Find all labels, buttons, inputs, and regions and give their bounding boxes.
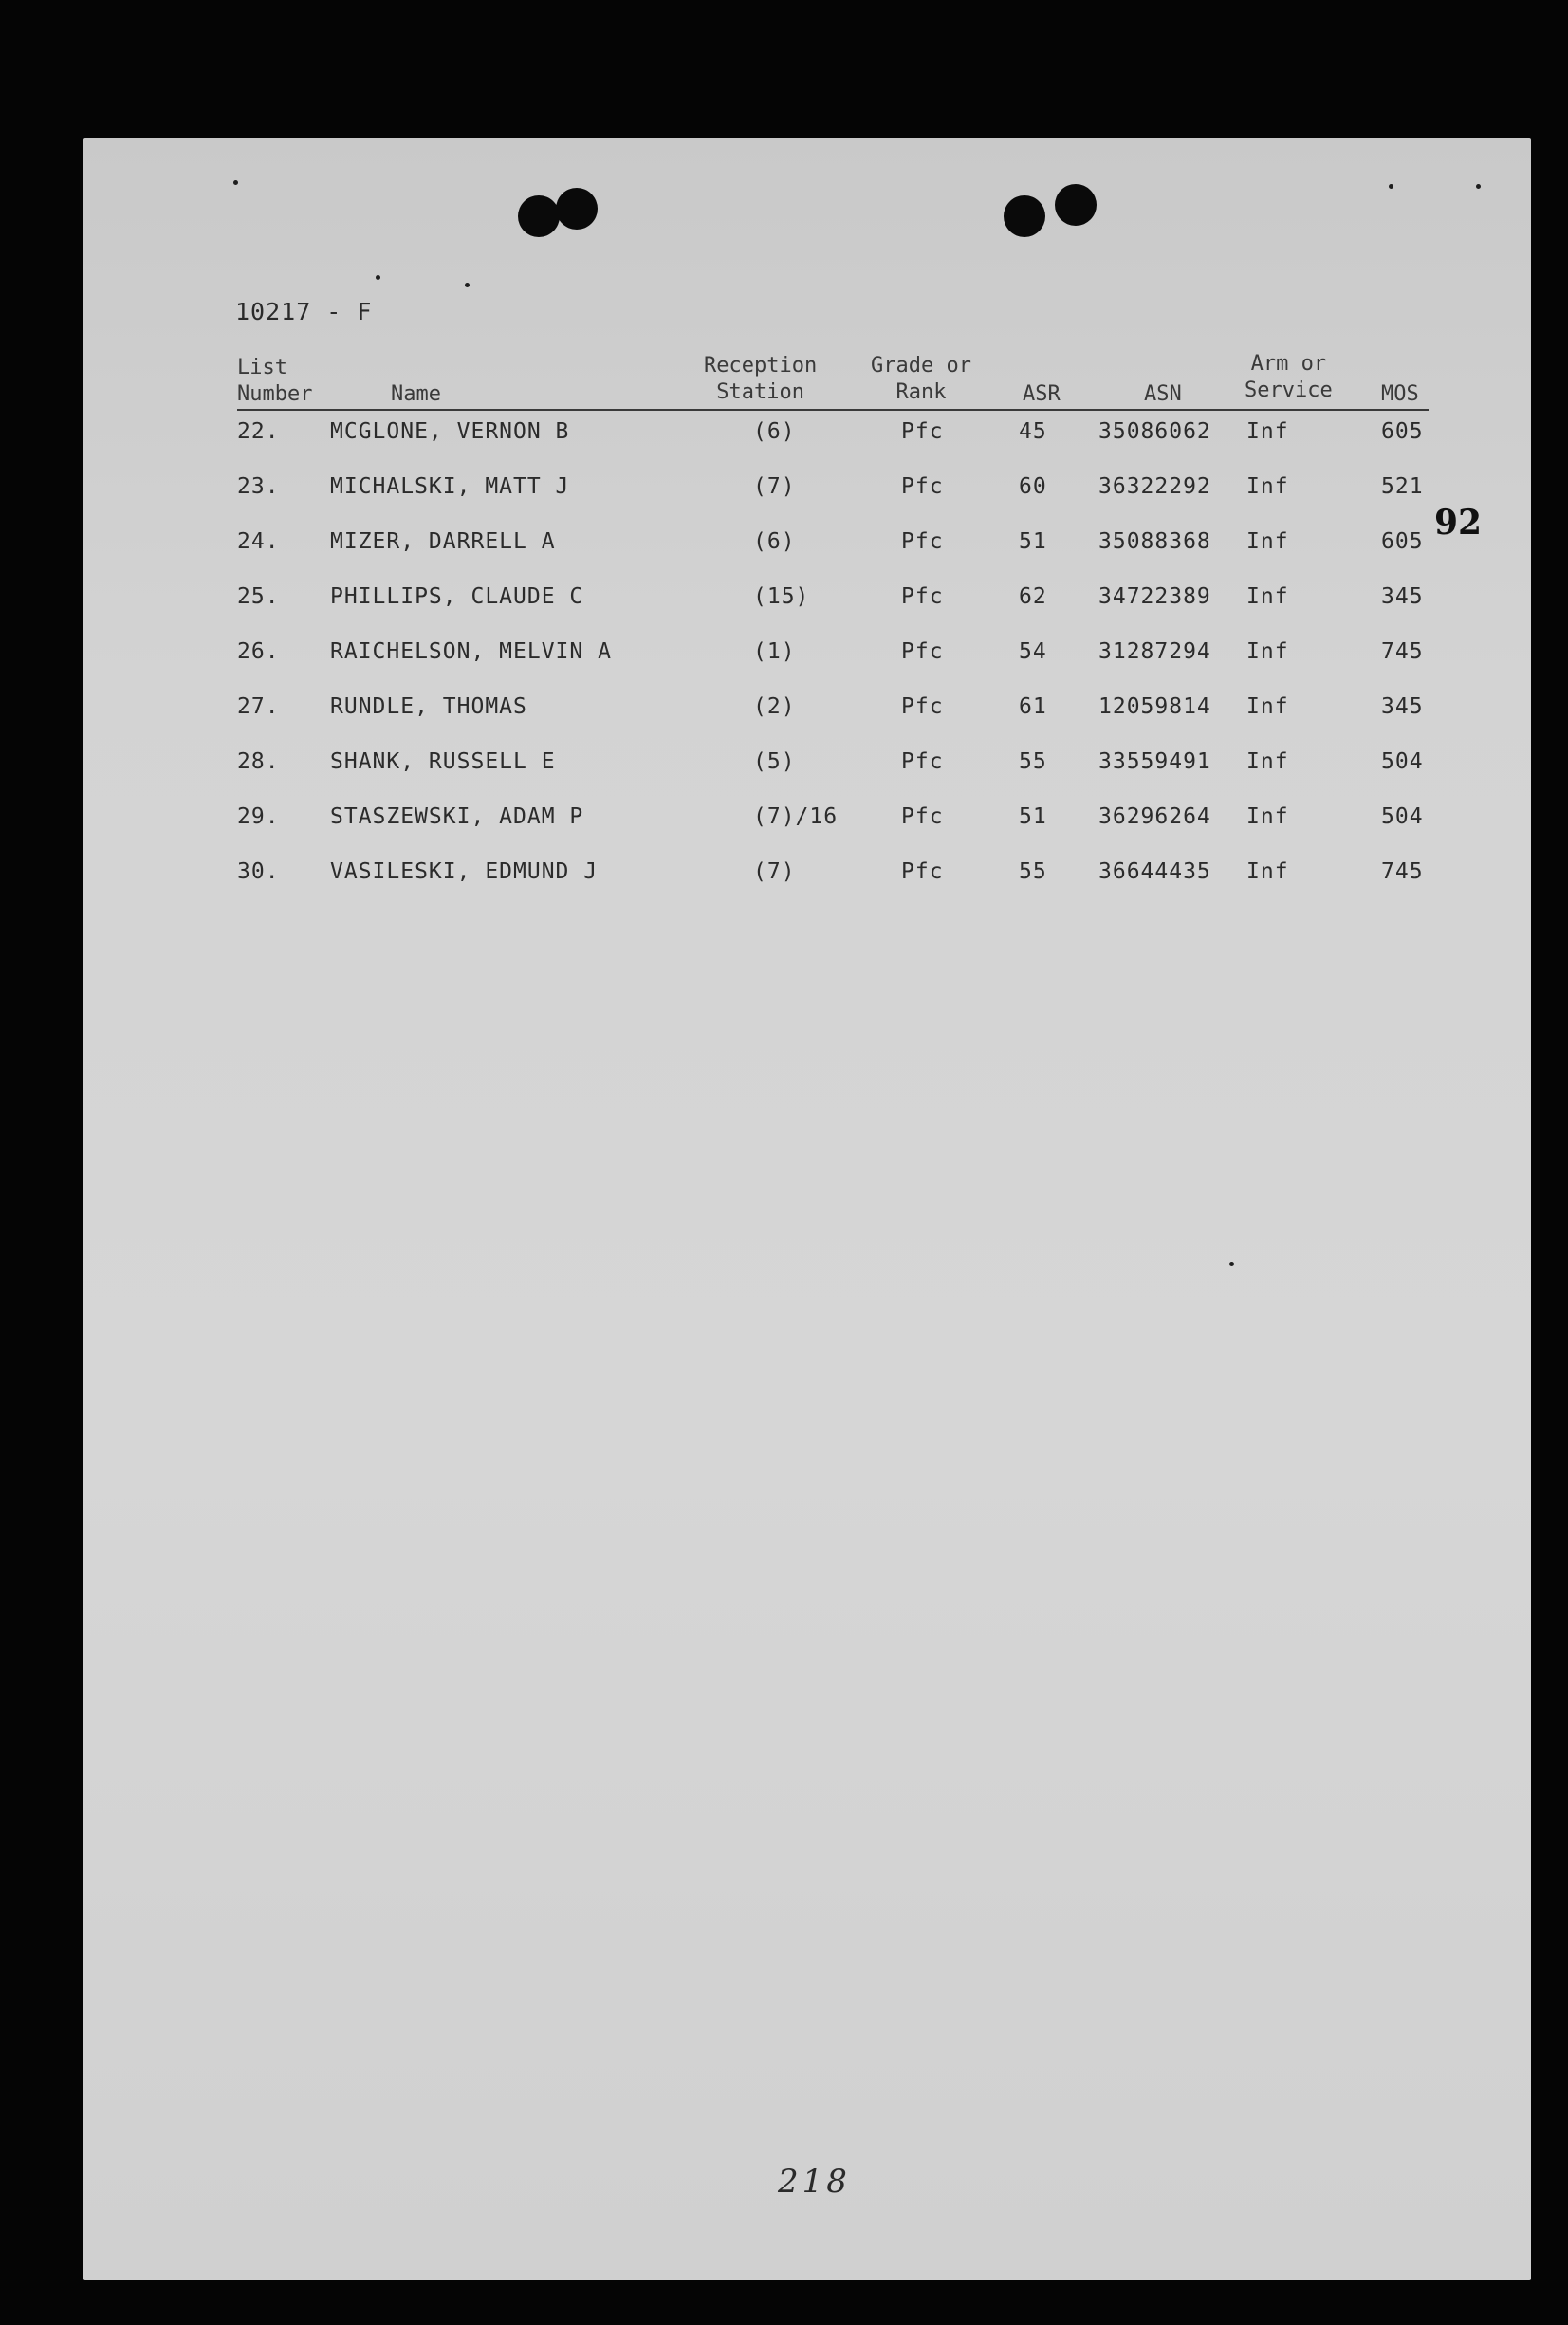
grade: Pfc (901, 859, 944, 884)
grade: Pfc (901, 529, 944, 554)
list-number: 29. (237, 804, 280, 829)
asn: 31287294 (1098, 639, 1211, 664)
paper-speck (1476, 184, 1481, 189)
header-list-number: List Number (237, 356, 313, 406)
table-row (0, 859, 1568, 897)
soldier-name: RUNDLE, THOMAS (330, 694, 527, 719)
header-asr: ASR (1023, 382, 1061, 406)
table-row (0, 474, 1568, 512)
reception-station: (7) (753, 474, 796, 499)
soldier-name: SHANK, RUSSELL E (330, 749, 556, 774)
reception-station: (7)/16 (753, 804, 839, 829)
table-row (0, 694, 1568, 732)
header-mos: MOS (1381, 382, 1419, 406)
header-arm-or-service: Arm or Service (1245, 352, 1333, 402)
punch-hole (556, 188, 598, 230)
asr: 55 (1019, 859, 1047, 884)
asn: 35086062 (1098, 419, 1211, 444)
asn: 33559491 (1098, 749, 1211, 774)
reception-station: (7) (753, 859, 796, 884)
asn: 34722389 (1098, 584, 1211, 609)
list-number: 25. (237, 584, 280, 609)
reception-station: (5) (753, 749, 796, 774)
arm-or-service: Inf (1246, 639, 1289, 664)
grade: Pfc (901, 639, 944, 664)
list-number: 30. (237, 859, 280, 884)
mos: 504 (1381, 804, 1424, 829)
mos: 745 (1381, 639, 1424, 664)
asr: 55 (1019, 749, 1047, 774)
reception-station: (2) (753, 694, 796, 719)
list-number: 23. (237, 474, 280, 499)
grade: Pfc (901, 419, 944, 444)
arm-or-service: Inf (1246, 419, 1289, 444)
paper-speck (233, 180, 238, 185)
table-row (0, 749, 1568, 787)
handwritten-note: 218 (778, 2163, 851, 2201)
table-row (0, 804, 1568, 842)
list-number: 22. (237, 419, 280, 444)
document-id: 10217 - F (235, 298, 373, 325)
mos: 504 (1381, 749, 1424, 774)
list-number: 26. (237, 639, 280, 664)
document-page (83, 138, 1531, 2280)
arm-or-service: Inf (1246, 694, 1289, 719)
arm-or-service: Inf (1246, 749, 1289, 774)
soldier-name: MCGLONE, VERNON B (330, 419, 570, 444)
arm-or-service: Inf (1246, 529, 1289, 554)
asr: 51 (1019, 529, 1047, 554)
header-name: Name (391, 382, 441, 406)
reception-station: (1) (753, 639, 796, 664)
asn: 35088368 (1098, 529, 1211, 554)
mos: 605 (1381, 419, 1424, 444)
asn: 36322292 (1098, 474, 1211, 499)
asn: 36296264 (1098, 804, 1211, 829)
asn: 12059814 (1098, 694, 1211, 719)
mos: 345 (1381, 694, 1424, 719)
mos: 521 (1381, 474, 1424, 499)
table-row (0, 639, 1568, 677)
grade: Pfc (901, 749, 944, 774)
soldier-name: VASILESKI, EDMUND J (330, 859, 599, 884)
punch-hole (518, 195, 560, 237)
paper-speck (465, 283, 470, 287)
list-number: 28. (237, 749, 280, 774)
table-row (0, 419, 1568, 457)
mos: 745 (1381, 859, 1424, 884)
grade: Pfc (901, 474, 944, 499)
paper-speck (1389, 184, 1393, 189)
asr: 62 (1019, 584, 1047, 609)
reception-station: (6) (753, 529, 796, 554)
reception-station: (6) (753, 419, 796, 444)
header-asn: ASN (1144, 382, 1182, 406)
table-row (0, 529, 1568, 567)
header-reception-station: Reception Station (704, 354, 818, 404)
soldier-name: MICHALSKI, MATT J (330, 474, 570, 499)
paper-speck (376, 275, 380, 280)
header-grade-or-rank: Grade or Rank (871, 354, 971, 404)
asr: 45 (1019, 419, 1047, 444)
arm-or-service: Inf (1246, 804, 1289, 829)
table-row (0, 584, 1568, 622)
mos: 605 (1381, 529, 1424, 554)
header-underline (237, 409, 1429, 411)
list-number: 24. (237, 529, 280, 554)
soldier-name: PHILLIPS, CLAUDE C (330, 584, 584, 609)
arm-or-service: Inf (1246, 474, 1289, 499)
asr: 61 (1019, 694, 1047, 719)
punch-hole (1055, 184, 1097, 226)
asr: 54 (1019, 639, 1047, 664)
mos: 345 (1381, 584, 1424, 609)
reception-station: (15) (753, 584, 810, 609)
soldier-name: STASZEWSKI, ADAM P (330, 804, 584, 829)
punch-hole (1004, 195, 1045, 237)
grade: Pfc (901, 804, 944, 829)
grade: Pfc (901, 584, 944, 609)
arm-or-service: Inf (1246, 859, 1289, 884)
soldier-name: RAICHELSON, MELVIN A (330, 639, 612, 664)
arm-or-service: Inf (1246, 584, 1289, 609)
grade: Pfc (901, 694, 944, 719)
soldier-name: MIZER, DARRELL A (330, 529, 556, 554)
asr: 51 (1019, 804, 1047, 829)
asr: 60 (1019, 474, 1047, 499)
paper-speck (1229, 1262, 1234, 1266)
page-number-stamp: 92 (1434, 503, 1483, 543)
asn: 36644435 (1098, 859, 1211, 884)
list-number: 27. (237, 694, 280, 719)
